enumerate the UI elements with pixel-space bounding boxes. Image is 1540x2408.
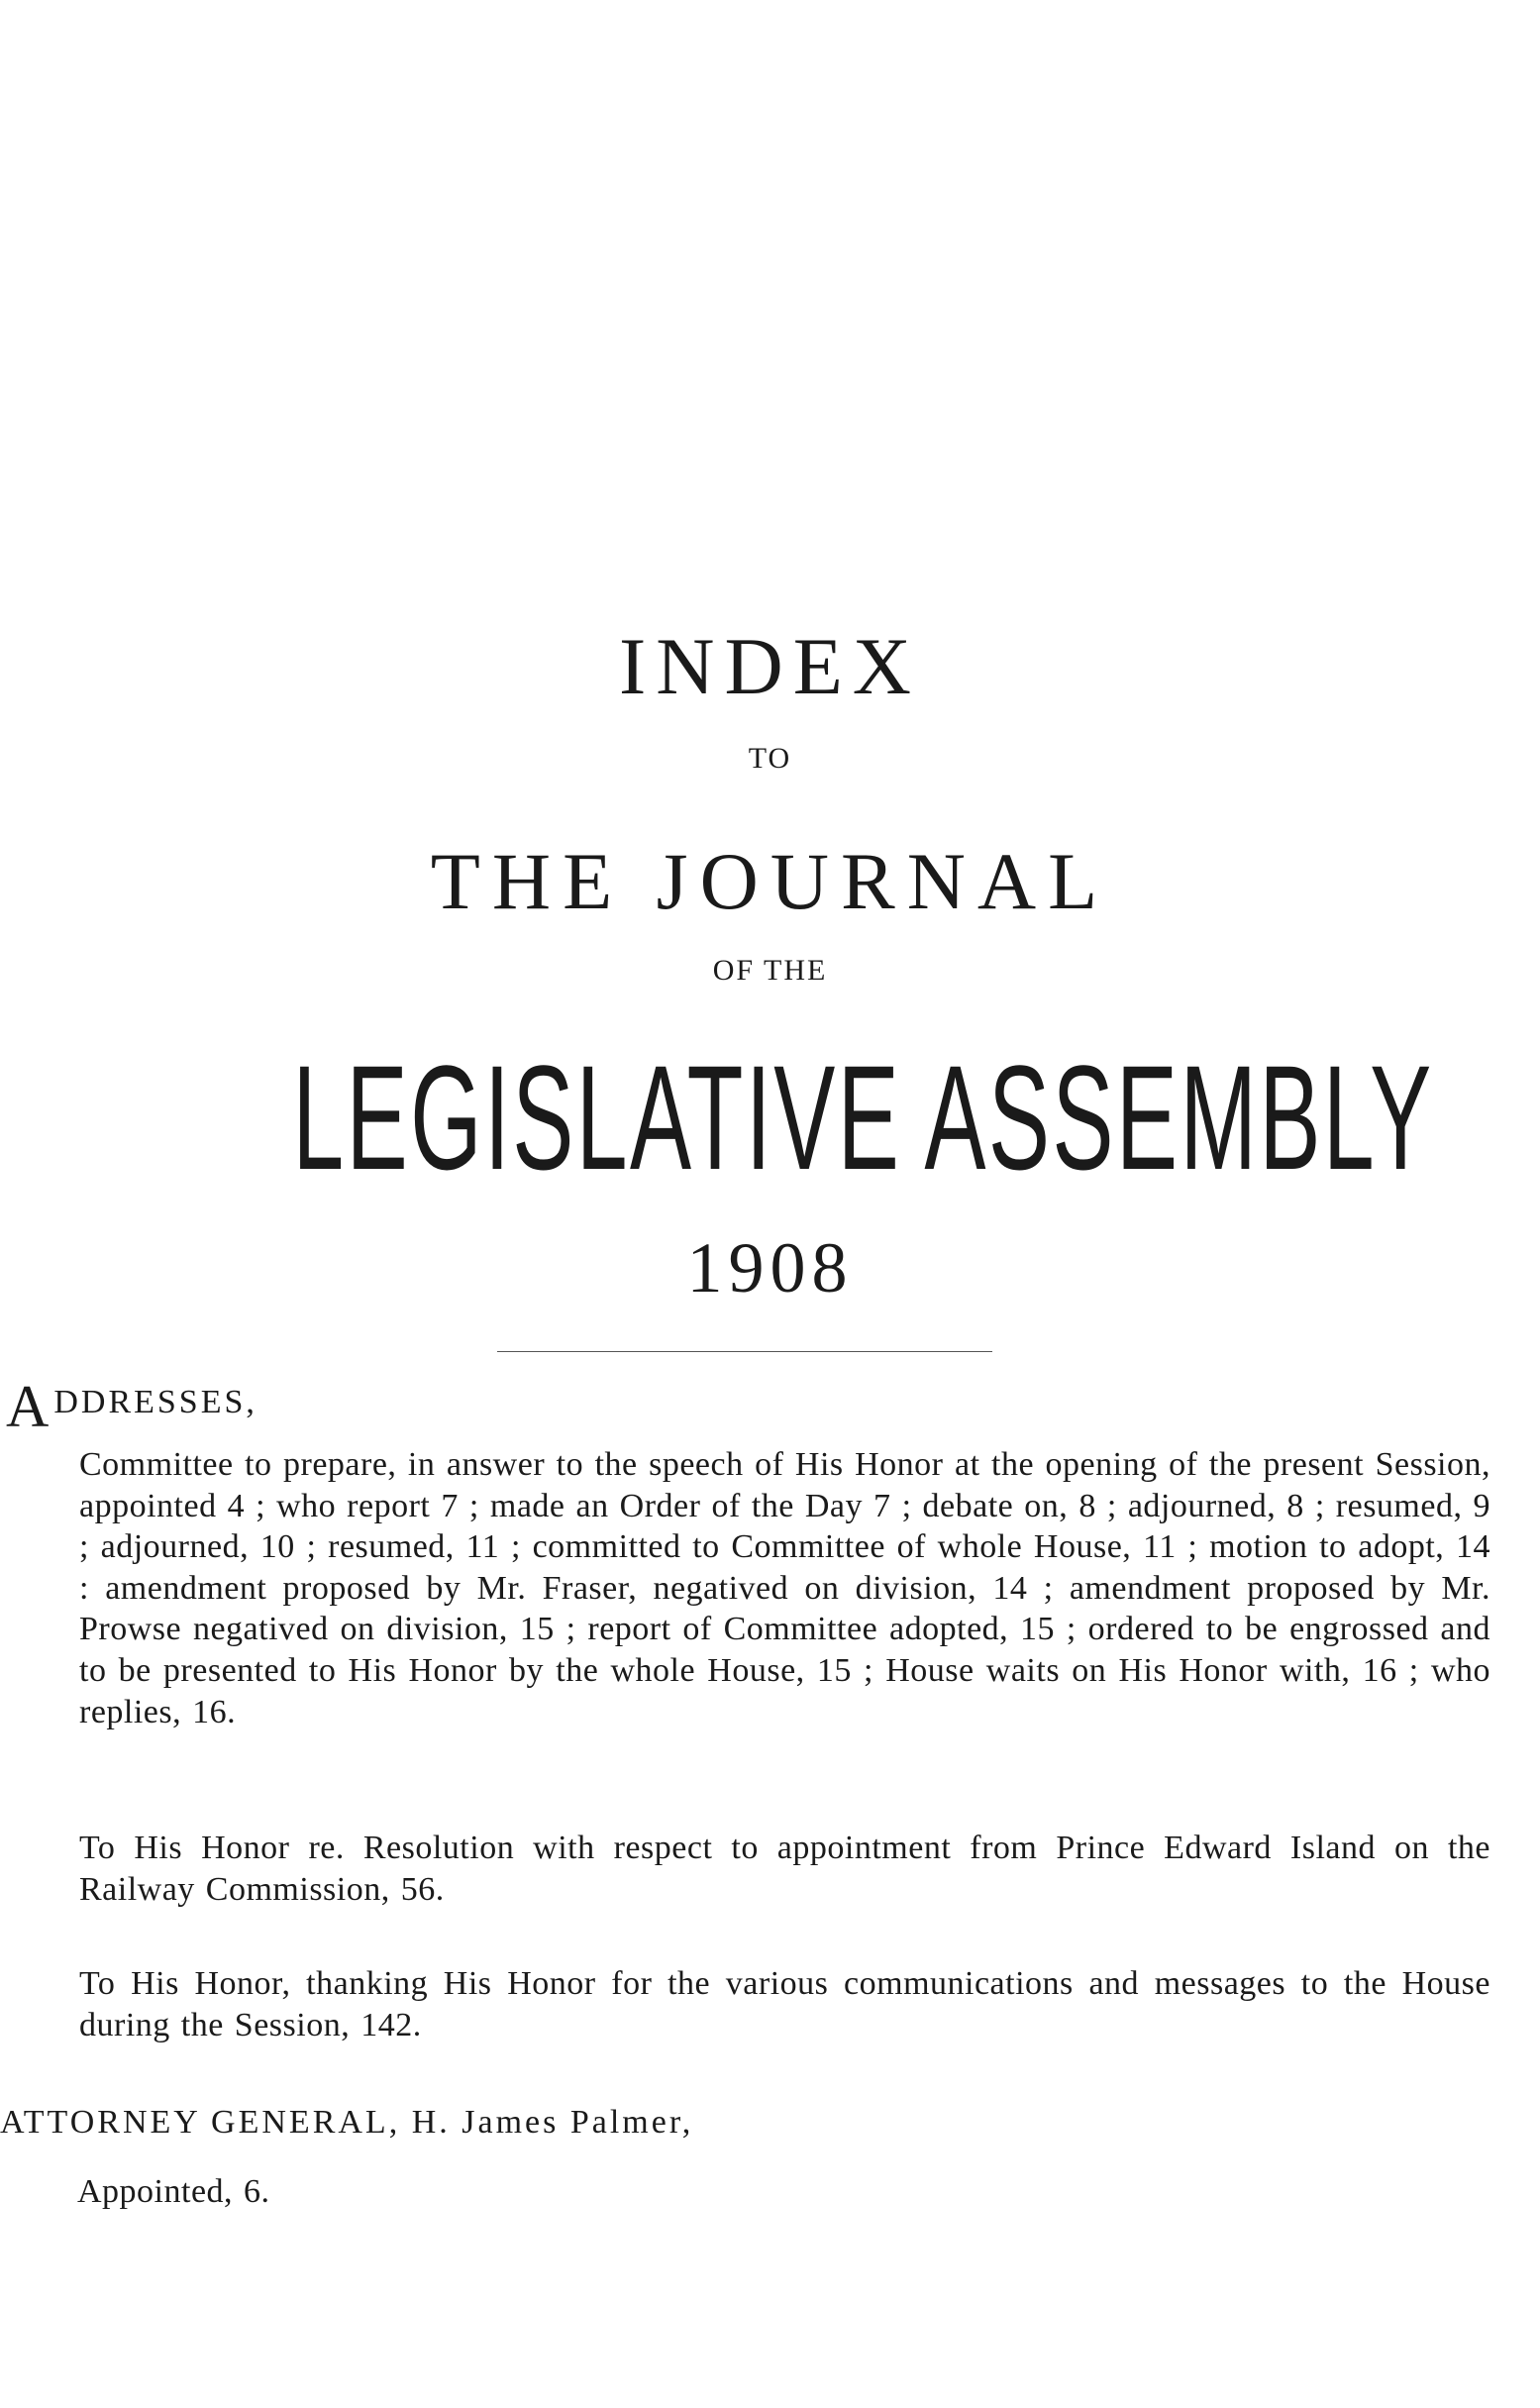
title-divider-rule xyxy=(497,1351,992,1352)
title-to: TO xyxy=(748,742,792,775)
drop-cap-initial: A xyxy=(6,1374,52,1439)
title-year: 1908 xyxy=(686,1228,854,1308)
title-index: INDEX xyxy=(618,621,922,711)
addresses-paragraph-committee: Committee to prepare, in answer to the speech of His Honor at the opening of the present Session, appointed 4 ; who report 7 ; made an Order of the Day 7 ; debate on, 8 ; adjourned, 8 ; resumed, 9 ; adjourned, 10 ; resumed, 11 ; committed to Committee of whole House, 11 ; motion to adopt, 14 : amendment proposed by Mr. Fraser, negatived on division, 14 ; amendment proposed by Mr. Prowse negatived on division, 15 ; report of Committee adopted, 15 ; ordered to be engrossed and to be presented to His Honor by the whole House, 15 ; House waits on His Honor with, 16 ; who replies, 16. xyxy=(79,1446,1490,1730)
addresses-paragraph-railway: To His Honor re. Resolution with respect to appointment from Prince Edward Island on the Railway Commission, 56. xyxy=(79,1830,1490,1908)
entry-heading-addresses xyxy=(6,1374,257,1439)
addresses-paragraph-thanking: To His Honor, thanking His Honor for the various communications and messages to the House during the Session, 142. xyxy=(79,1965,1490,2043)
title-legislative-assembly: LEGISLATIVE ASSEMBLY xyxy=(292,1034,1434,1201)
entry-heading-attorney-general: ATTORNEY GENERAL, H. James Palmer, xyxy=(0,2104,694,2141)
heading-rest: DDRESSES, xyxy=(53,1384,257,1420)
attorney-general-paragraph: Appointed, 6. xyxy=(77,2173,270,2210)
title-of-the: OF THE xyxy=(712,954,828,987)
title-journal: THE JOURNAL xyxy=(430,836,1110,926)
